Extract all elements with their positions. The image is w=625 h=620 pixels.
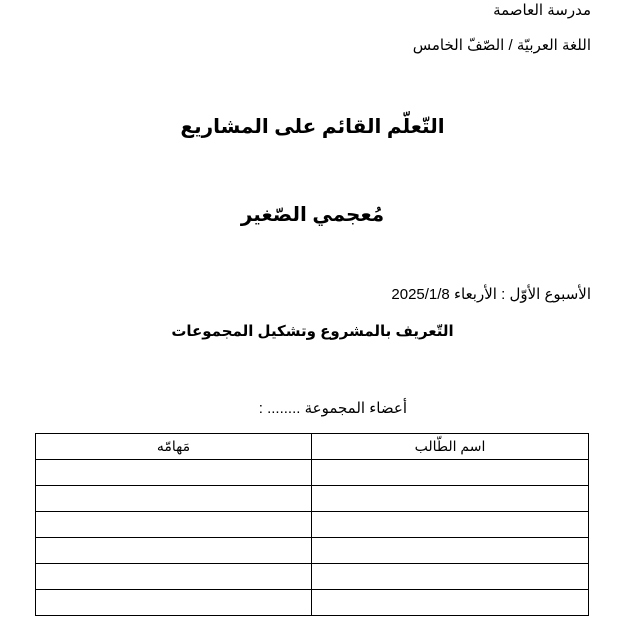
student-name-header: اسم الطّالب — [312, 434, 589, 460]
tasks-cell[interactable] — [36, 538, 312, 564]
school-name: مدرسة العاصمة — [493, 2, 591, 19]
subject-grade: اللغة العربيّة / الصّفّ الخامس — [412, 37, 591, 54]
page-title: التّعلّم القائم على المشاريع — [180, 116, 445, 138]
student-name-cell[interactable] — [312, 486, 589, 512]
session-topic: التّعريف بالمشروع وتشكيل المجموعات — [171, 323, 454, 340]
tasks-cell[interactable] — [36, 590, 312, 616]
week-date-line: الأسبوع الأوّل : الأربعاء 2025/1/8 — [391, 286, 591, 303]
tasks-header: مَهامّه — [36, 434, 312, 460]
tasks-cell[interactable] — [36, 460, 312, 486]
project-name: مُعجمي الصّغير — [240, 204, 385, 226]
student-name-cell[interactable] — [312, 564, 589, 590]
student-name-cell[interactable] — [312, 590, 589, 616]
table-row — [36, 538, 589, 564]
student-name-cell[interactable] — [312, 538, 589, 564]
tasks-cell[interactable] — [36, 512, 312, 538]
tasks-cell[interactable] — [36, 564, 312, 590]
student-name-cell[interactable] — [312, 460, 589, 486]
table-row — [36, 486, 589, 512]
table-row — [36, 564, 589, 590]
table-row — [36, 512, 589, 538]
student-task-table — [35, 433, 589, 616]
group-members-label: أعضاء المجموعة ........ : — [258, 400, 407, 417]
table-header-row — [36, 434, 589, 460]
tasks-cell[interactable] — [36, 486, 312, 512]
student-name-cell[interactable] — [312, 512, 589, 538]
table-row — [36, 590, 589, 616]
table-row — [36, 460, 589, 486]
